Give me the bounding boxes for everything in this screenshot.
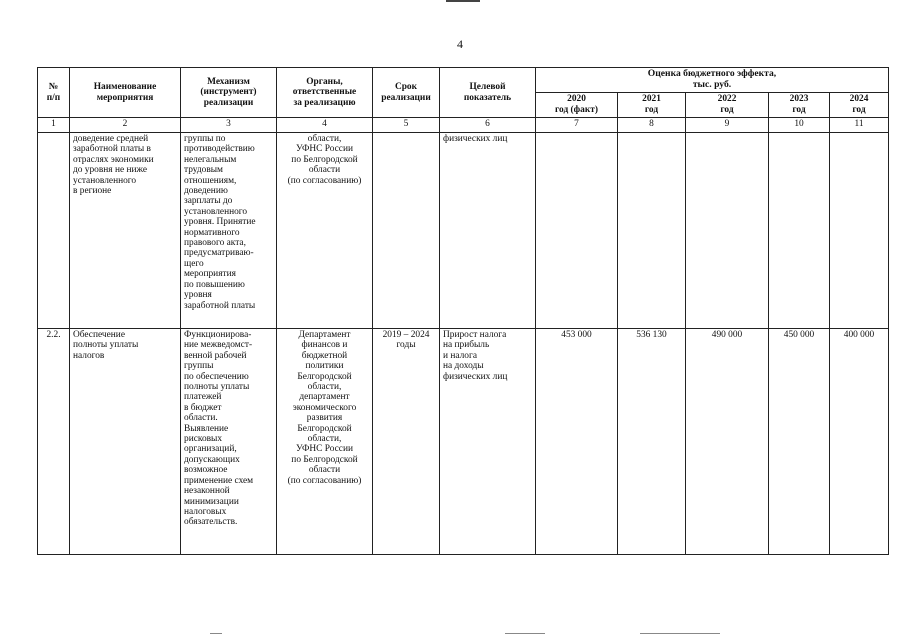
column-number: 11 <box>830 118 889 133</box>
row-value-2020 <box>536 133 618 329</box>
row-value-2021 <box>618 133 686 329</box>
row-value-2024 <box>830 133 889 329</box>
column-number: 2 <box>70 118 181 133</box>
column-number: 1 <box>38 118 70 133</box>
column-number: 3 <box>181 118 277 133</box>
row-target: Прирост налога на прибыль и налога на доходы физических лиц <box>440 329 536 555</box>
row-mechanism: группы по противодействию нелегальным трудовым отношениям, доведению зарплаты до установленного уровня. Принятие нормативного правового акта, предусматриваю- щего мероприятия по повышению уровня заработной платы <box>181 133 277 329</box>
measures-table <box>37 67 889 555</box>
header-term: Срок реализации <box>373 68 440 118</box>
row-name: доведение средней заработной платы в отраслях экономики до уровня не ниже установленного в регионе <box>70 133 181 329</box>
row-bodies: Департамент финансов и бюджетной политики Белгородской области, департамент экономического развития Белгородской области, УФНС России по Белгородской области (по согласованию) <box>277 329 373 555</box>
row-mechanism: Функционирова- ние межведомст- венной рабочей группы по обеспечению полноты уплаты платежей в бюджет области. Выявление рисковых организаций, допускающих возможное применение схем незаконной минимизации налоговых обязательств. <box>181 329 277 555</box>
row-num <box>38 133 70 329</box>
header-year-2021: 2021 год <box>618 93 686 118</box>
row-value-2024: 400 000 <box>830 329 889 555</box>
scan-artifact <box>210 633 222 634</box>
page-number: 4 <box>457 37 463 51</box>
row-bodies: области, УФНС России по Белгородской области (по согласованию) <box>277 133 373 329</box>
column-number: 8 <box>618 118 686 133</box>
header-year-2022: 2022 год <box>686 93 769 118</box>
row-term: 2019 – 2024 годы <box>373 329 440 555</box>
row-name: Обеспечение полноты уплаты налогов <box>70 329 181 555</box>
row-value-2020: 453 000 <box>536 329 618 555</box>
header-bodies: Органы, ответственные за реализацию <box>277 68 373 118</box>
table-row <box>38 133 889 329</box>
column-number: 4 <box>277 118 373 133</box>
row-target: физических лиц <box>440 133 536 329</box>
row-value-2022 <box>686 133 769 329</box>
header-target: Целевой показатель <box>440 68 536 118</box>
header-year-2023: 2023 год <box>769 93 830 118</box>
scan-artifact <box>505 633 545 634</box>
column-number: 7 <box>536 118 618 133</box>
row-value-2021: 536 130 <box>618 329 686 555</box>
header-year-2020: 2020 год (факт) <box>536 93 618 118</box>
table-row <box>38 329 889 555</box>
header-mechanism: Механизм (инструмент) реализации <box>181 68 277 118</box>
top-scan-mark <box>446 0 480 2</box>
row-term <box>373 133 440 329</box>
column-number: 5 <box>373 118 440 133</box>
row-value-2023 <box>769 133 830 329</box>
row-num: 2.2. <box>38 329 70 555</box>
header-name: Наименование мероприятия <box>70 68 181 118</box>
header-budget: Оценка бюджетного эффекта, тыс. руб. <box>536 68 889 93</box>
header-row <box>38 68 889 93</box>
header-num: № п/п <box>38 68 70 118</box>
column-numbers-row <box>38 118 889 133</box>
column-number: 10 <box>769 118 830 133</box>
header-year-2024: 2024 год <box>830 93 889 118</box>
scan-artifact <box>640 633 720 634</box>
row-value-2023: 450 000 <box>769 329 830 555</box>
column-number: 9 <box>686 118 769 133</box>
column-number: 6 <box>440 118 536 133</box>
row-value-2022: 490 000 <box>686 329 769 555</box>
